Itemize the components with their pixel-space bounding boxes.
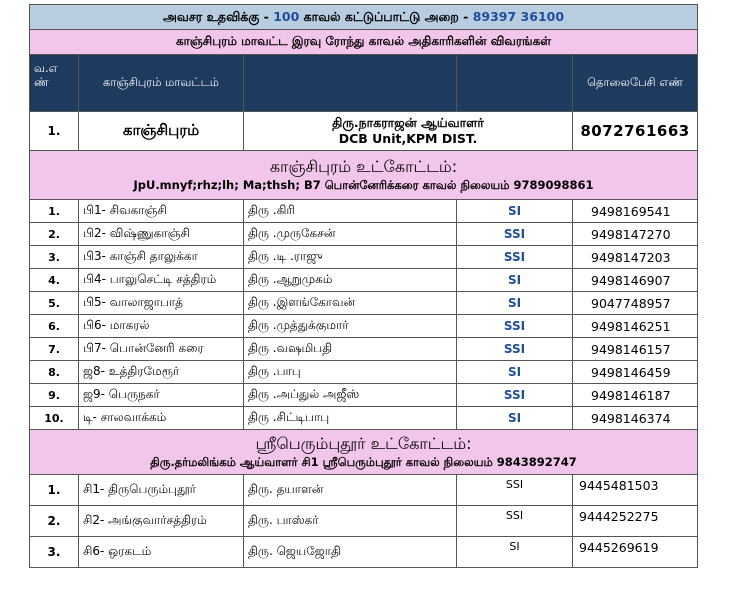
phone-cell: 9047748957	[573, 292, 698, 315]
officer-cell: திரு .முத்துக்குமார்	[244, 315, 457, 338]
section1-header	[30, 151, 698, 200]
rank-cell: SI	[457, 407, 573, 430]
serial-cell: 3.	[30, 537, 79, 568]
table-row	[30, 407, 698, 430]
rank-cell: SI	[457, 361, 573, 384]
section1-title: காஞ்சிபுரம் உட்கோட்டம்:	[269, 156, 458, 176]
serial-cell: 7.	[30, 338, 79, 361]
section1-header-cell	[30, 151, 698, 200]
officer-cell: திரு .அப்துல் அஜீஸ்	[244, 384, 457, 407]
district-name: காஞ்சிபுரம்	[79, 112, 244, 151]
header-officer	[244, 55, 457, 112]
rank-cell: SSI	[457, 223, 573, 246]
section2-header-cell	[30, 430, 698, 475]
table-subtitle: காஞ்சிபுரம் மாவட்ட இரவு ரோந்து காவல் அதிகாரிகளின் விவரங்கள்	[30, 30, 698, 55]
station-cell: ஜ9- பெருநகர்	[79, 384, 244, 407]
station-cell: பி4- பாலுசெட்டி சத்திரம்	[79, 269, 244, 292]
officer-cell: திரு .இளங்கோவன்	[244, 292, 457, 315]
section2-subtitle: திரு.தர்மலிங்கம் ஆய்வாளர் சி1 ஸ்ரீபெரும்புதூர் காவல் நிலையம் 9843892747	[150, 454, 577, 469]
phone-cell: 9498146374	[573, 407, 698, 430]
officer-cell: திரு. தயாளன்	[244, 475, 457, 506]
rank-cell: SSI	[457, 315, 573, 338]
phone-cell: 9498147203	[573, 246, 698, 269]
table-row	[30, 338, 698, 361]
station-cell: ஜ8- உத்திரமேரூர்	[79, 361, 244, 384]
serial-cell: 6.	[30, 315, 79, 338]
emergency-banner	[30, 5, 698, 30]
station-cell: சி6- ஒரகடம்	[79, 537, 244, 568]
rank-cell: SSI	[457, 384, 573, 407]
section2-title: ஸ்ரீபெரும்புதூர் உட்கோட்டம்:	[255, 433, 472, 453]
officer-cell: திரு .ஆறுமுகம்	[244, 269, 457, 292]
phone-cell: 9444252275	[573, 506, 698, 537]
station-cell: பி5- வாலாஜாபாத்	[79, 292, 244, 315]
station-cell: பி2- விஷ்ணுகாஞ்சி	[79, 223, 244, 246]
station-cell: டி- சாலவாக்கம்	[79, 407, 244, 430]
banner-prefix: அவசர உதவிக்கு -	[163, 8, 274, 24]
serial-cell: 3.	[30, 246, 79, 269]
header-phone: தொலைபேசி எண்	[573, 55, 698, 112]
district-serial: 1.	[30, 112, 79, 151]
phone-cell: 9498146157	[573, 338, 698, 361]
banner-middle: காவல் கட்டுப்பாட்டு அறை -	[299, 8, 473, 24]
station-cell: பி6- மாகரல்	[79, 315, 244, 338]
table-row	[30, 361, 698, 384]
header-row	[30, 55, 698, 112]
table-row	[30, 223, 698, 246]
serial-cell: 4.	[30, 269, 79, 292]
table-row	[30, 200, 698, 223]
district-phone: 8072761663	[573, 112, 698, 151]
rank-cell: SSI	[457, 246, 573, 269]
serial-cell: 10.	[30, 407, 79, 430]
phone-cell: 9498169541	[573, 200, 698, 223]
officer-cell: திரு. பாஸ்கர்	[244, 506, 457, 537]
officer-cell: திரு .முருகேசன்	[244, 223, 457, 246]
station-cell: பி1- சிவகாஞ்சி	[79, 200, 244, 223]
officer-cell: திரு .சிட்டிபாபு	[244, 407, 457, 430]
phone-cell: 9498146187	[573, 384, 698, 407]
phone-cell: 9498147270	[573, 223, 698, 246]
officer-cell: திரு. ஜெயஜோதி	[244, 537, 457, 568]
table-row	[30, 315, 698, 338]
phone-cell: 9498146459	[573, 361, 698, 384]
officer-table-container	[29, 4, 697, 568]
rank-cell: SI	[457, 269, 573, 292]
serial-cell: 9.	[30, 384, 79, 407]
rank-cell: SI	[457, 200, 573, 223]
district-officer-name: திரு.நாகராஜன் ஆய்வாளர்	[332, 115, 484, 130]
header-rank	[457, 55, 573, 112]
district-officer-unit: DCB Unit,KPM DIST.	[338, 131, 478, 146]
phone-cell: 9498146907	[573, 269, 698, 292]
district-officer	[244, 112, 573, 151]
table-row	[30, 292, 698, 315]
rank-cell: SSI	[457, 338, 573, 361]
serial-cell: 2.	[30, 223, 79, 246]
table-row	[30, 269, 698, 292]
rank-cell: SSI	[457, 475, 573, 506]
officer-cell: திரு .வஷமிபதி	[244, 338, 457, 361]
serial-cell: 1.	[30, 200, 79, 223]
section1-subtitle: JpU.mnyf;rhz;lh; Ma;thsh; B7 பொன்னேரிக்கரை காவல் நிலையம் 9789098861	[133, 177, 594, 192]
serial-cell: 8.	[30, 361, 79, 384]
header-serial: வ.எ ண்	[30, 55, 79, 112]
station-cell: பி7- பொன்னேரி கரை	[79, 338, 244, 361]
officer-cell: திரு .கிரி	[244, 200, 457, 223]
phone-cell: 9498146251	[573, 315, 698, 338]
table-row	[30, 384, 698, 407]
station-cell: சி1- திருபெரும்புதூர்	[79, 475, 244, 506]
station-cell: சி2- அங்குவார்சத்திரம்	[79, 506, 244, 537]
control-room-number: 89397 36100	[472, 8, 565, 24]
helpline-number: 100	[273, 8, 300, 24]
station-cell: பி3- காஞ்சி தாலுக்கா	[79, 246, 244, 269]
rank-cell: SI	[457, 292, 573, 315]
officer-cell: திரு .பாபு	[244, 361, 457, 384]
serial-cell: 5.	[30, 292, 79, 315]
rank-cell: SI	[457, 537, 573, 568]
phone-cell: 9445269619	[573, 537, 698, 568]
table-row	[30, 537, 698, 568]
district-row	[30, 112, 698, 151]
serial-cell: 2.	[30, 506, 79, 537]
serial-cell: 1.	[30, 475, 79, 506]
section2-header	[30, 430, 698, 475]
rank-cell: SSI	[457, 506, 573, 537]
table-row	[30, 475, 698, 506]
phone-cell: 9445481503	[573, 475, 698, 506]
table-row	[30, 246, 698, 269]
officer-table	[29, 4, 698, 568]
table-row	[30, 506, 698, 537]
officer-cell: திரு .டி .ராஜு	[244, 246, 457, 269]
header-district: காஞ்சிபுரம் மாவட்டம்	[79, 55, 244, 112]
